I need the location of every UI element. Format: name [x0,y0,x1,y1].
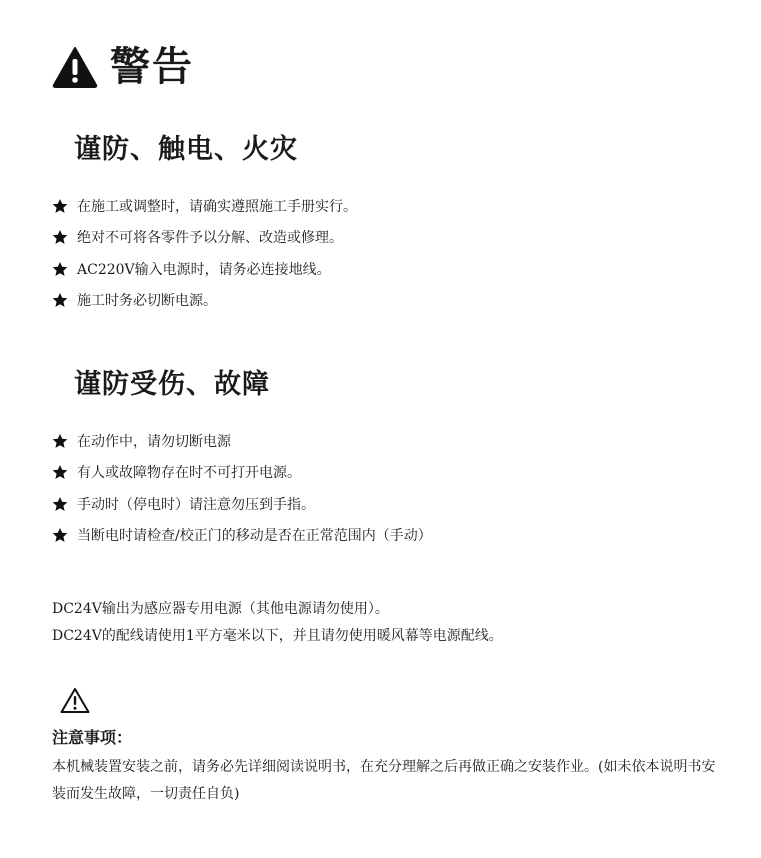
list-item [52,457,432,489]
list-item [52,488,432,520]
star-icon [52,229,68,245]
caution-outline-icon [60,687,90,714]
warning-title: 警告 [110,43,194,90]
list-item [52,190,357,222]
list-item-text: 手动时（停电时）请注意勿压到手指。 [77,496,315,513]
star-icon [52,198,68,214]
list-item-text: 有人或故障物存在时不可打开电源。 [77,465,301,482]
list-item-text: 当断电时请检查/校正门的移动是否在正常范围内（手动） [77,528,432,545]
list-item-text: 在施工或调整时，请确实遵照施工手册实行。 [77,198,357,215]
caution-heading: 注意事项： [52,728,133,747]
star-icon [52,292,68,308]
list-item-text: AC220V输入电源时，请务必连接地线。 [77,261,331,278]
warning-triangle-icon [52,46,98,88]
star-icon [52,433,68,449]
list-item [52,222,357,254]
section-title-electric-fire: 谨防、触电、火灾 [74,134,298,165]
section-list-electric-fire [52,190,357,316]
dc-note-line: DC24V的配线请使用1平方毫米以下，并且请勿使用暖风幕等电源配线。 [52,628,503,644]
section-list-injury-fault [52,425,432,551]
star-icon [52,527,68,543]
dc-note-line: DC24V输出为感应器专用电源（其他电源请勿使用）。 [52,601,389,617]
star-icon [52,261,68,277]
section-title-injury-fault: 谨防受伤、故障 [74,369,270,400]
list-item [52,425,432,457]
star-icon [52,464,68,480]
list-item-text: 绝对不可将各零件予以分解、改造或修理。 [77,230,343,247]
list-item [52,253,357,285]
star-icon [52,496,68,512]
list-item-text: 施工时务必切断电源。 [77,293,217,310]
dc-notes [52,596,503,650]
warning-header [52,43,194,90]
list-item [52,285,357,317]
list-item-text: 在动作中，请勿切断电源 [77,433,231,450]
list-item [52,520,432,552]
caution-text: 本机械装置安装之前，请务必先详细阅读说明书，在充分理解之后再做正确之安装作业。(如未依本说明书安装而发生故障，一切责任自负) [52,759,716,802]
